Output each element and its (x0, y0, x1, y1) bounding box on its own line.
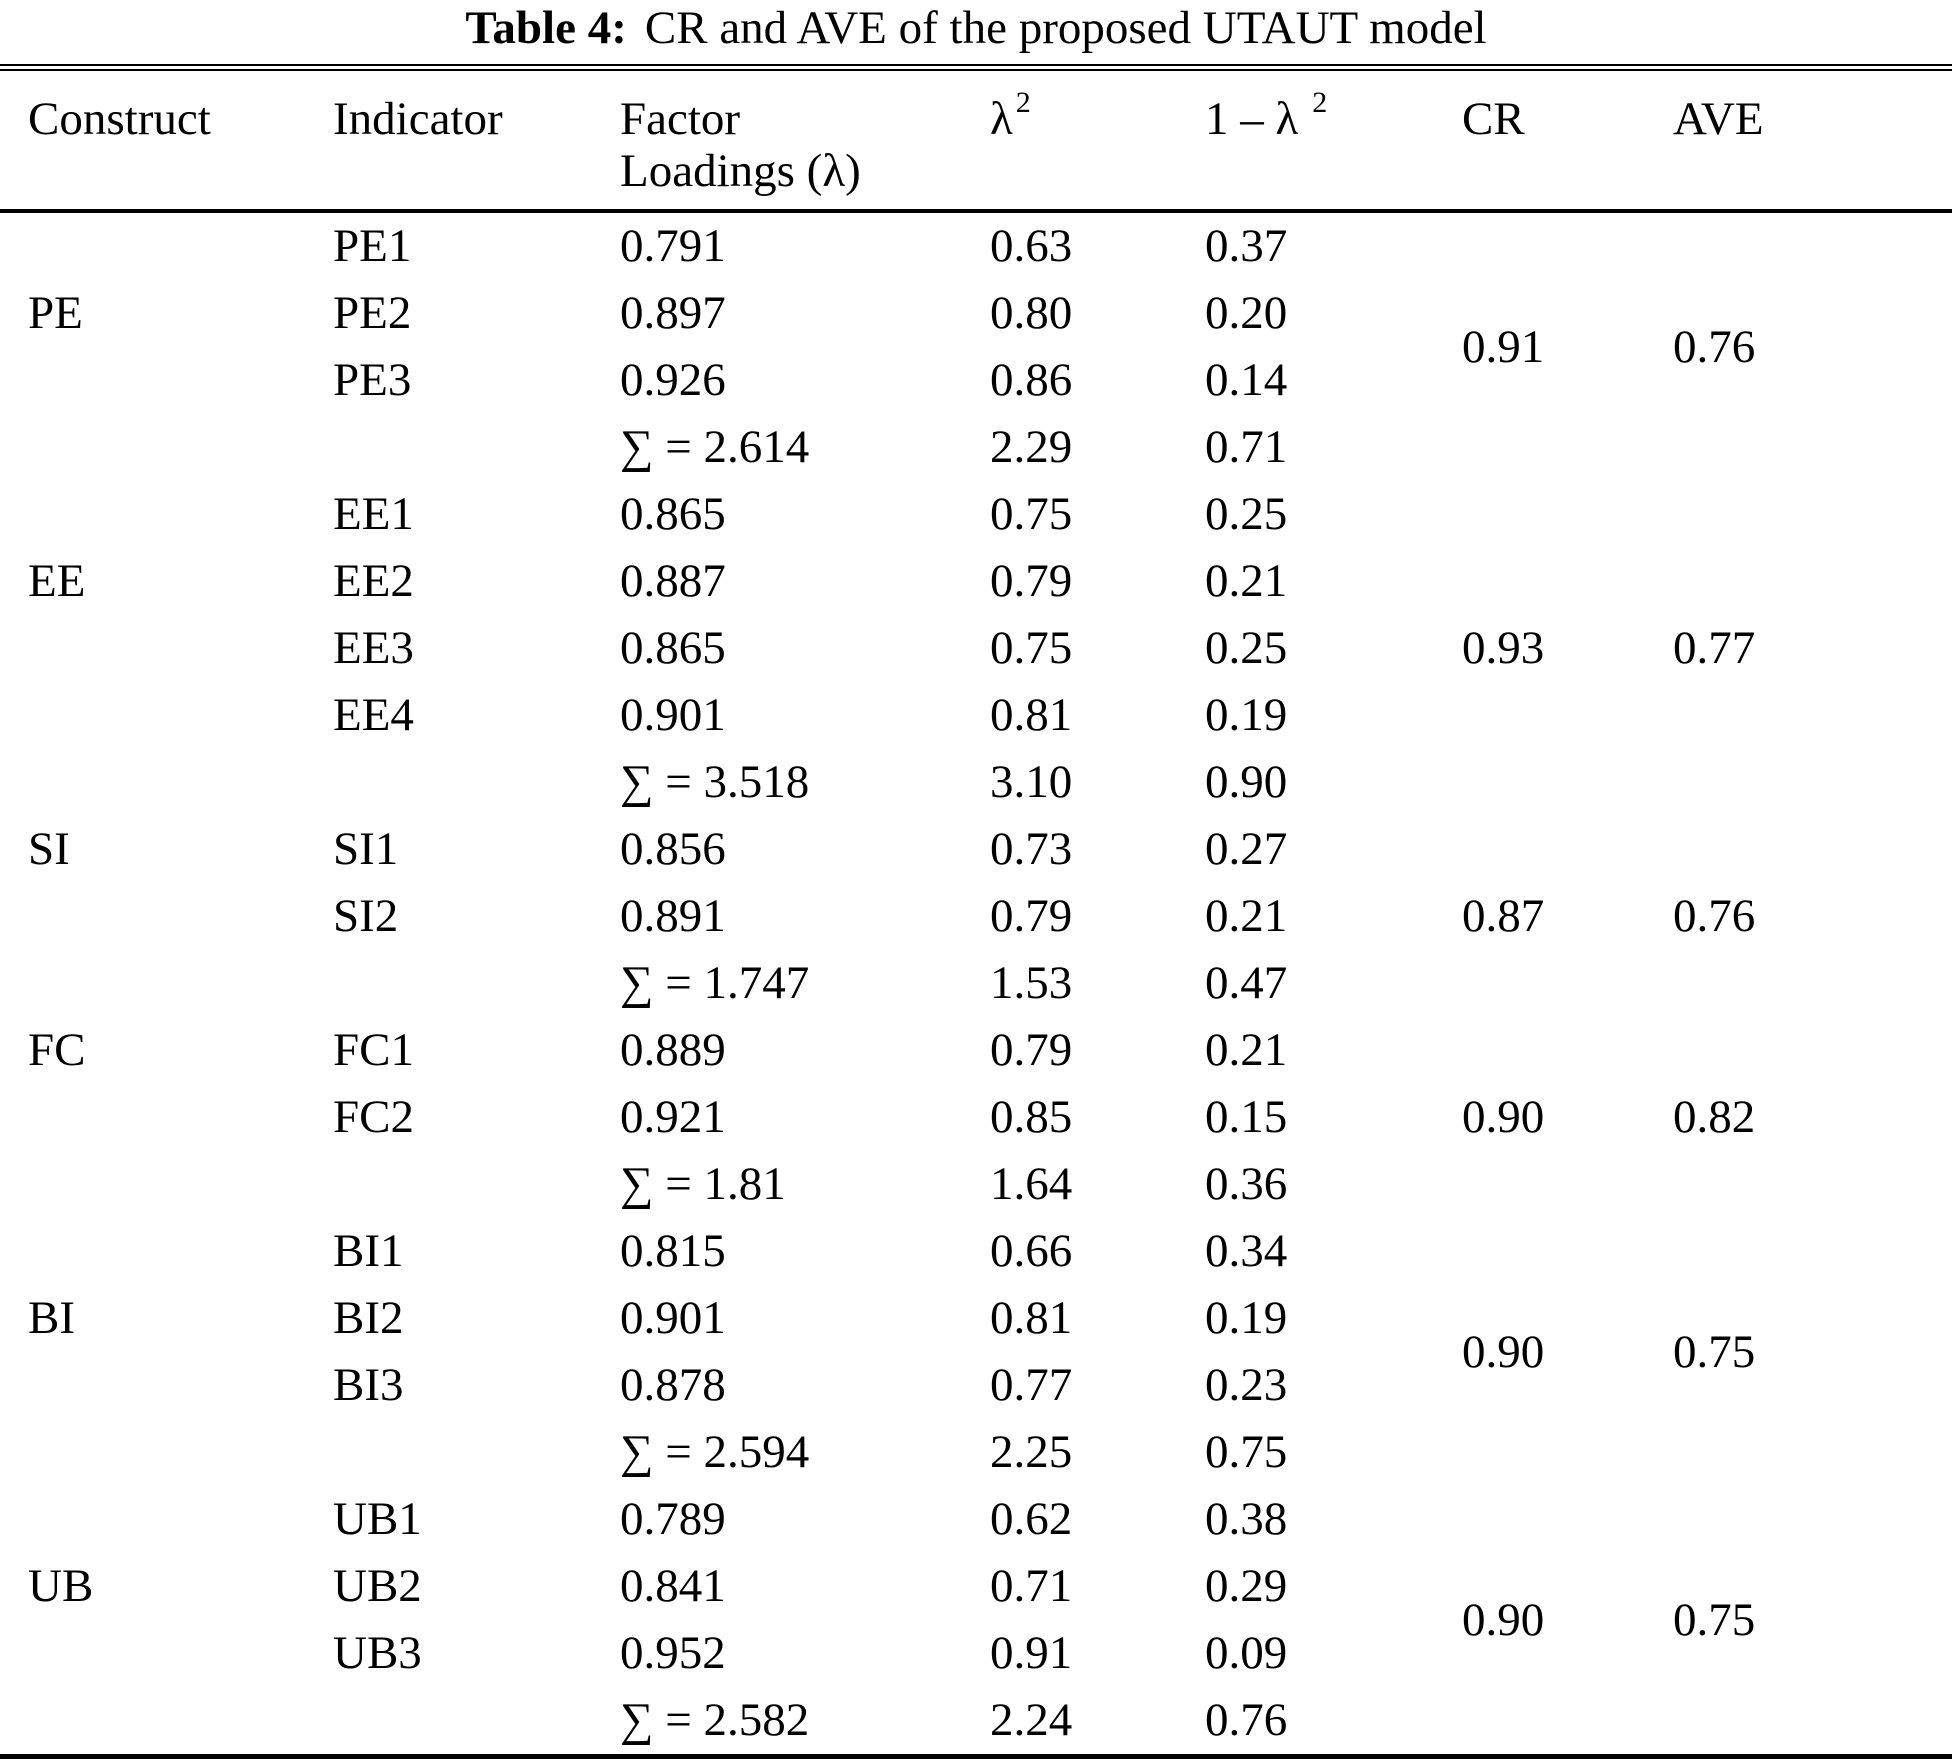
construct-cell-empty (0, 1620, 305, 1687)
table-row-si1 (0, 816, 1952, 883)
one-minus-lambda-squared-cell: 0.27 (1205, 823, 1288, 875)
indicator-cell: SI1 (333, 823, 399, 875)
factor-loading-cell: 0.887 (620, 555, 726, 607)
construct-cell-empty (0, 1218, 305, 1285)
one-minus-lambda-squared-cell: 0.25 (1205, 488, 1288, 540)
indicator-cell (305, 950, 592, 1017)
one-minus-lambda-squared-cell: 0.23 (1205, 1359, 1288, 1411)
sum-one-minus-cell: 0.71 (1205, 421, 1288, 473)
one-minus-lambda-squared-cell: 0.25 (1205, 622, 1288, 674)
indicator-cell: FC2 (333, 1091, 414, 1143)
sum-factor-cell: ∑ = 1.747 (620, 957, 810, 1009)
indicator-cell: UB3 (333, 1627, 422, 1679)
table-row-fc1 (0, 1017, 1952, 1084)
one-minus-lambda-squared-cell: 0.19 (1205, 689, 1288, 741)
indicator-cell: PE3 (333, 354, 412, 406)
construct-cell-empty (0, 1151, 305, 1218)
lambda-squared-cell: 0.85 (990, 1091, 1073, 1143)
one-minus-lambda-squared-cell: 0.29 (1205, 1560, 1288, 1612)
ave-cell-fc: 0.82 (1673, 1091, 1756, 1143)
construct-cell-ub: UB (28, 1560, 94, 1612)
sum-factor-cell: ∑ = 1.81 (620, 1158, 786, 1210)
sum-factor-cell: ∑ = 2.582 (620, 1694, 810, 1746)
indicator-cell: UB2 (333, 1560, 422, 1612)
lambda-squared-cell: 0.63 (990, 220, 1073, 272)
table-title (0, 0, 1952, 64)
indicator-cell: EE2 (333, 555, 414, 607)
ave-cell-ee: 0.77 (1673, 622, 1756, 674)
construct-cell-empty (0, 950, 305, 1017)
construct-cell-empty (0, 1352, 305, 1419)
lambda-symbol: λ (990, 93, 1013, 145)
lambda-squared-cell: 0.66 (990, 1225, 1073, 1277)
construct-cell-empty (0, 481, 305, 548)
one-minus-lambda-exponent: 2 (1312, 86, 1328, 119)
one-minus-lambda-squared-cell: 0.21 (1205, 1024, 1288, 1076)
factor-loading-cell: 0.891 (620, 890, 726, 942)
lambda-squared-cell: 0.81 (990, 1292, 1073, 1344)
sum-lambda-squared-cell: 2.25 (990, 1426, 1073, 1478)
factor-loading-cell: 0.897 (620, 287, 726, 339)
construct-cell-empty (0, 1687, 305, 1758)
construct-cell-fc: FC (28, 1024, 86, 1076)
factor-loading-cell: 0.865 (620, 488, 726, 540)
indicator-cell: EE1 (333, 488, 414, 540)
construct-cell-empty (0, 682, 305, 749)
factor-loading-cell: 0.815 (620, 1225, 726, 1277)
factor-loading-cell: 0.901 (620, 689, 726, 741)
one-minus-lambda-squared-cell: 0.15 (1205, 1091, 1288, 1143)
indicator-cell: BI3 (333, 1359, 404, 1411)
construct-cell-ee: EE (28, 555, 86, 607)
factor-loading-cell: 0.921 (620, 1091, 726, 1143)
table-row-ub1 (0, 1486, 1952, 1553)
sum-lambda-squared-cell: 2.24 (990, 1694, 1073, 1746)
construct-cell-empty (0, 615, 305, 682)
indicator-cell (305, 1151, 592, 1218)
factor-loading-cell: 0.952 (620, 1627, 726, 1679)
lambda-squared-cell: 0.80 (990, 287, 1073, 339)
lambda-exponent: 2 (1015, 86, 1031, 119)
indicator-cell: PE1 (333, 220, 412, 272)
cr-cell-ub: 0.90 (1462, 1593, 1545, 1646)
lambda-squared-cell: 0.77 (990, 1359, 1073, 1411)
factor-loading-cell: 0.791 (620, 220, 726, 272)
table-row-bi1 (0, 1218, 1952, 1285)
construct-cell-empty (0, 1486, 305, 1553)
indicator-cell (305, 749, 592, 816)
col-header-lambda-squared (962, 68, 1177, 212)
one-minus-lambda-squared-cell: 0.37 (1205, 220, 1288, 272)
construct-cell-empty (0, 749, 305, 816)
construct-cell-empty (0, 211, 305, 280)
ave-cell-pe: 0.76 (1673, 320, 1756, 373)
sum-factor-cell: ∑ = 3.518 (620, 756, 810, 808)
col-header-one-minus-lambda-squared (1177, 68, 1434, 212)
factor-header-line2: Loadings (λ) (620, 145, 861, 197)
sum-one-minus-cell: 0.76 (1205, 1694, 1288, 1746)
construct-cell-bi: BI (28, 1292, 75, 1344)
one-minus-lambda-squared-cell: 0.19 (1205, 1292, 1288, 1344)
col-header-cr: CR (1434, 68, 1645, 212)
table-header (0, 68, 1952, 212)
indicator-cell: UB1 (333, 1493, 422, 1545)
sum-lambda-squared-cell: 3.10 (990, 756, 1073, 808)
sum-lambda-squared-cell: 2.29 (990, 421, 1073, 473)
lambda-squared-cell: 0.81 (990, 689, 1073, 741)
indicator-cell (305, 414, 592, 481)
one-minus-lambda-squared-cell: 0.21 (1205, 555, 1288, 607)
one-minus-lambda-squared-cell: 0.20 (1205, 287, 1288, 339)
sum-lambda-squared-cell: 1.64 (990, 1158, 1073, 1210)
one-minus-lambda-symbol: 1 – λ (1205, 93, 1299, 145)
factor-loading-cell: 0.856 (620, 823, 726, 875)
one-minus-lambda-squared-cell: 0.14 (1205, 354, 1288, 406)
cr-cell-ee: 0.93 (1462, 622, 1545, 674)
construct-cell-empty (0, 414, 305, 481)
ave-cell-bi: 0.75 (1673, 1325, 1756, 1378)
cr-cell-si: 0.87 (1462, 890, 1545, 942)
sum-lambda-squared-cell: 1.53 (990, 957, 1073, 1009)
col-header-ave: AVE (1645, 68, 1952, 212)
ave-cell-si: 0.76 (1673, 890, 1756, 942)
sum-factor-cell: ∑ = 2.614 (620, 421, 810, 473)
lambda-squared-cell: 0.73 (990, 823, 1073, 875)
factor-loading-cell: 0.901 (620, 1292, 726, 1344)
table-row-pe1 (0, 211, 1952, 280)
table-body (0, 211, 1952, 1758)
construct-cell-si: SI (28, 823, 70, 875)
factor-loading-cell: 0.865 (620, 622, 726, 674)
col-header-construct: Construct (0, 68, 305, 212)
lambda-squared-cell: 0.75 (990, 488, 1073, 540)
col-header-indicator: Indicator (305, 68, 592, 212)
lambda-squared-cell: 0.79 (990, 555, 1073, 607)
indicator-cell: SI2 (333, 890, 399, 942)
header-row (0, 68, 1952, 212)
one-minus-lambda-squared-cell: 0.38 (1205, 1493, 1288, 1545)
cr-ave-table (0, 64, 1952, 1759)
construct-cell-empty (0, 883, 305, 950)
construct-cell-empty (0, 1419, 305, 1486)
factor-loading-cell: 0.841 (620, 1560, 726, 1612)
one-minus-lambda-squared-cell: 0.09 (1205, 1627, 1288, 1679)
indicator-cell: FC1 (333, 1024, 414, 1076)
indicator-cell (305, 1687, 592, 1758)
factor-header-line1: Factor (620, 93, 741, 145)
cr-cell-pe: 0.91 (1462, 320, 1545, 373)
lambda-squared-cell: 0.91 (990, 1627, 1073, 1679)
one-minus-lambda-squared-cell: 0.34 (1205, 1225, 1288, 1277)
factor-loading-cell: 0.889 (620, 1024, 726, 1076)
sum-one-minus-cell: 0.36 (1205, 1158, 1288, 1210)
indicator-cell (305, 1419, 592, 1486)
cr-cell-bi: 0.90 (1462, 1325, 1545, 1378)
lambda-squared-cell: 0.86 (990, 354, 1073, 406)
col-header-factor-loadings (592, 68, 962, 212)
lambda-squared-cell: 0.71 (990, 1560, 1073, 1612)
lambda-squared-cell: 0.75 (990, 622, 1073, 674)
one-minus-lambda-squared-cell: 0.21 (1205, 890, 1288, 942)
sum-one-minus-cell: 0.75 (1205, 1426, 1288, 1478)
construct-cell-pe: PE (28, 287, 83, 339)
lambda-squared-cell: 0.79 (990, 1024, 1073, 1076)
table-title-label: Table 4: (465, 2, 627, 54)
indicator-cell: PE2 (333, 287, 412, 339)
indicator-cell: EE3 (333, 622, 414, 674)
table-row-ee1 (0, 481, 1952, 548)
lambda-squared-cell: 0.79 (990, 890, 1073, 942)
sum-factor-cell: ∑ = 2.594 (620, 1426, 810, 1478)
factor-loading-cell: 0.878 (620, 1359, 726, 1411)
construct-cell-empty (0, 1084, 305, 1151)
factor-loading-cell: 0.789 (620, 1493, 726, 1545)
construct-cell-empty (0, 347, 305, 414)
factor-loading-cell: 0.926 (620, 354, 726, 406)
cr-cell-fc: 0.90 (1462, 1091, 1545, 1143)
indicator-cell: EE4 (333, 689, 414, 741)
indicator-cell: BI1 (333, 1225, 404, 1277)
indicator-cell: BI2 (333, 1292, 404, 1344)
ave-cell-ub: 0.75 (1673, 1593, 1756, 1646)
lambda-squared-cell: 0.62 (990, 1493, 1073, 1545)
sum-one-minus-cell: 0.47 (1205, 957, 1288, 1009)
sum-one-minus-cell: 0.90 (1205, 756, 1288, 808)
table-title-text: CR and AVE of the proposed UTAUT model (644, 2, 1487, 54)
